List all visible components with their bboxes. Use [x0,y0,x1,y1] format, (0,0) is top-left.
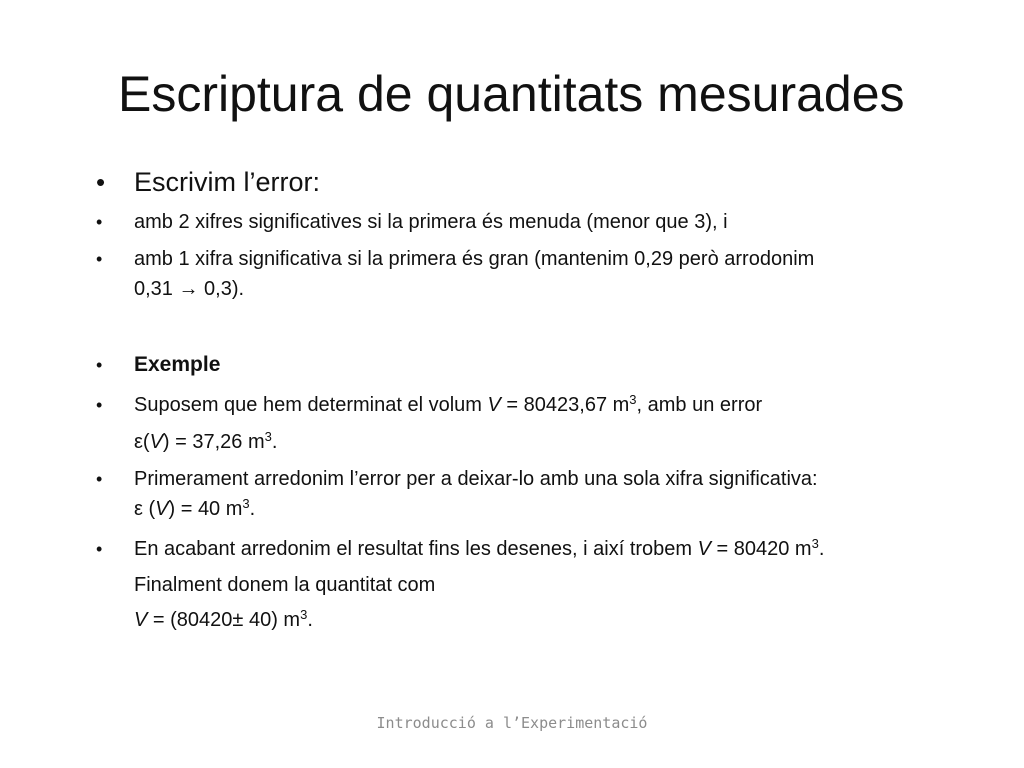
example-1-line-2 [134,427,964,457]
bullet: • [96,395,103,415]
text: . [271,431,278,453]
var-v: V [487,394,501,416]
text: = (80420± 40) m [147,609,301,631]
example-2-line-1: Primerament arredonim l’error per a deixar-lo amb una sola xifra significativa: [134,468,818,490]
exponent: 3 [811,536,819,551]
rule-2-line-1: amb 1 xifra significativa si la primera és gran (mantenim 0,29 però arrodonim [134,248,815,270]
exponent: 3 [629,392,637,407]
text: . [818,538,825,560]
example-2-line-2 [134,494,964,524]
exponent: 3 [300,607,308,622]
text: ) = 37,26 m [162,431,265,453]
exponent: 3 [264,429,272,444]
bullet: • [96,212,103,232]
slide-title: Escriptura de quantitats mesurades [118,66,905,122]
slide-footer: Introducció a l’Experimentació [376,714,648,732]
text: ) = 40 m [168,498,243,520]
example-4: Finalment donem la quantitat com [134,574,436,596]
var-v: V [697,538,711,560]
bullet: • [96,355,103,375]
bullet: • [96,167,106,197]
rule-2-line-2: 0,31 → 0,3). [134,278,245,300]
text: . [249,498,256,520]
example-1-line-1 [134,390,964,420]
text: ε( [134,431,150,453]
text: , amb un error [636,394,763,416]
var-v: V [134,609,148,631]
var-v: V [155,498,169,520]
text: ε ( [134,498,156,520]
text: = 80423,67 m [500,394,630,416]
bullet: • [96,469,103,489]
example-5 [134,605,964,635]
text: . [307,609,313,631]
heading-item: Escrivim l’error: [134,167,320,197]
example-3 [134,534,964,564]
bullet: • [96,249,103,269]
var-v: V [149,431,163,453]
text: Suposem que hem determinat el volum [134,394,488,416]
text: En acabant arredonim el resultat fins les desenes, i així trobem [134,538,698,560]
exponent: 3 [242,496,250,511]
example-heading: Exemple [134,353,221,376]
bullet: • [96,539,103,559]
text: = 80420 m [710,538,812,560]
rule-1: amb 2 xifres significatives si la primera és menuda (menor que 3), i [134,211,728,233]
